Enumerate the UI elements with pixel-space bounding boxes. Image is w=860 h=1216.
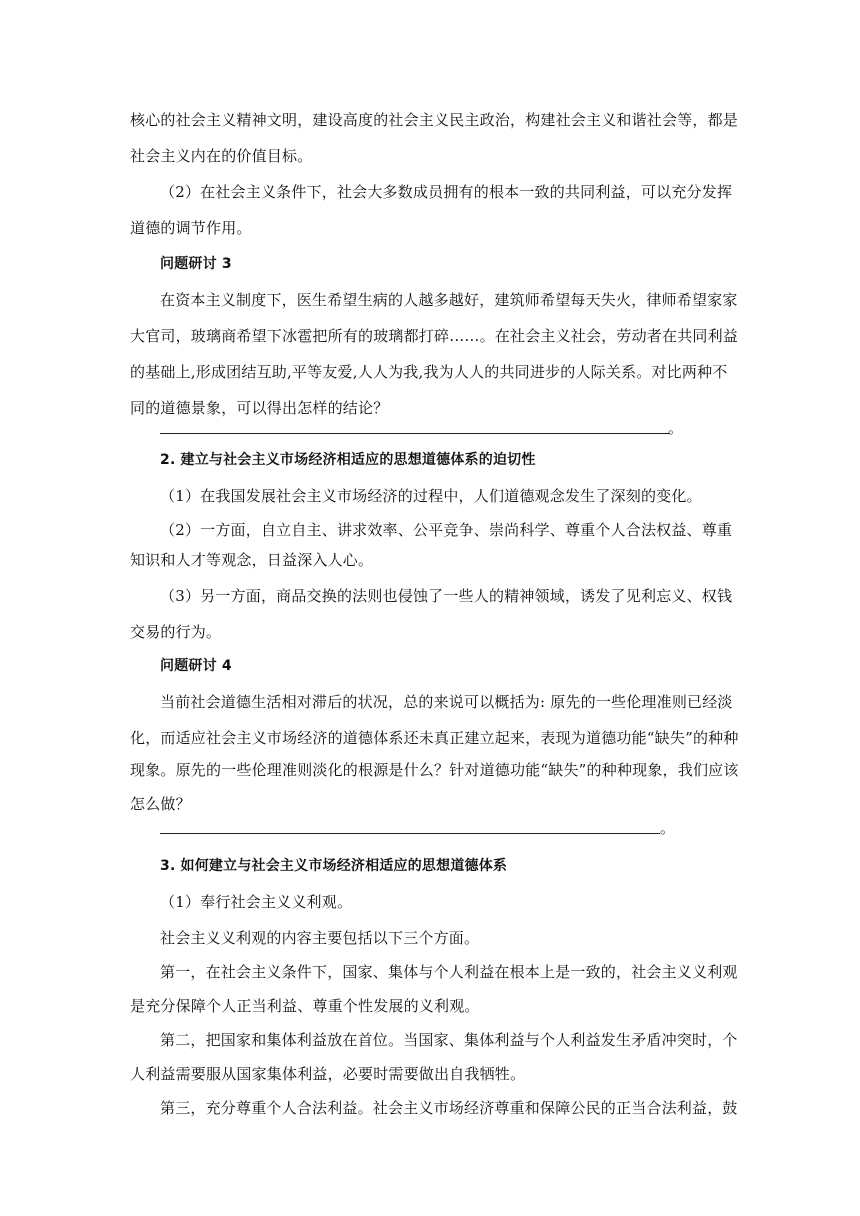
section-heading: 2. 建立与社会主义市场经济相适应的思想道德体系的迫切性 (160, 452, 536, 468)
paragraph-line: （1）在我国发展社会主义市场经济的过程中，人们道德观念发生了深刻的变化。 (160, 487, 702, 505)
section-heading: 3. 如何建立与社会主义市场经济相适应的思想道德体系 (160, 858, 508, 874)
paragraph-line: （3）另一方面，商品交换的法则也侵蚀了一些人的精神领域，诱发了见利忘义、权钱 (160, 587, 733, 605)
paragraph-line: 第三，充分尊重个人合法利益。社会主义市场经济尊重和保障公民的正当合法利益，鼓 (160, 1099, 738, 1117)
answer-blank-line[interactable] (160, 833, 660, 834)
paragraph-line: 道德的调节作用。 (130, 219, 252, 237)
paragraph-line: 第二，把国家和集体利益放在首位。当国家、集体利益与个人利益发生矛盾冲突时，个 (160, 1031, 738, 1049)
paragraph-line: 怎么做？ (130, 795, 191, 813)
paragraph-line: 同的道德景象，可以得出怎样的结论？ (130, 399, 389, 417)
paragraph-line: 社会主义义利观的内容主要包括以下三个方面。 (160, 929, 480, 947)
paragraph-line: 现象。原先的一些伦理准则淡化的根源是什么？针对道德功能“缺失”的种种现象，我们应该 (130, 761, 739, 779)
paragraph-line: 化，而适应社会主义市场经济的道德体系还未真正建立起来，表现为道德功能“缺失”的种种 (130, 729, 739, 747)
paragraph-line: 第一，在社会主义条件下，国家、集体与个人利益在根本上是一致的，社会主义义利观 (160, 963, 738, 981)
paragraph-line: 当前社会道德生活相对滞后的状况，总的来说可以概括为: 原先的一些伦理准则已经淡 (160, 693, 733, 711)
paragraph-line: （2）一方面，自立自主、讲求效率、公平竞争、崇尚科学、尊重个人合法权益、尊重 (160, 521, 733, 539)
paragraph-line: 核心的社会主义精神文明，建设高度的社会主义民主政治，构建社会主义和谐社会等，都是 (130, 111, 739, 129)
paragraph-line: （2）在社会主义条件下，社会大多数成员拥有的根本一致的共同利益，可以充分发挥 (160, 183, 733, 201)
paragraph-line: （1）奉行社会主义义利观。 (160, 893, 353, 911)
section-subheading: 问题研讨 4 (160, 658, 232, 674)
paragraph-line: 社会主义内在的价值目标。 (130, 147, 313, 165)
paragraph-line: 在资本主义制度下，医生希望生病的人越多越好，建筑师希望每天失火，律师希望家家 (160, 291, 738, 309)
paragraph-line: 的基础上,形成团结互助,平等友爱,人人为我,我为人人的共同进步的人际关系。对比两种不 (130, 363, 728, 381)
paragraph-line: 大官司，玻璃商希望下冰雹把所有的玻璃都打碎……。在社会主义社会，劳动者在共同利益 (130, 327, 739, 345)
paragraph-line: 人利益需要服从国家集体利益，必要时需要做出自我牺牲。 (130, 1065, 526, 1083)
section-subheading: 问题研讨 3 (160, 256, 232, 272)
paragraph-line: 交易的行为。 (130, 623, 222, 641)
answer-blank-line[interactable] (160, 433, 670, 434)
answer-blank-period: 。 (660, 819, 676, 837)
paragraph-line: 是充分保障个人正当利益、尊重个性发展的义利观。 (130, 997, 480, 1015)
answer-blank-period: 。 (668, 419, 684, 437)
paragraph-line: 知识和人才等观念，日益深入人心。 (130, 551, 374, 569)
